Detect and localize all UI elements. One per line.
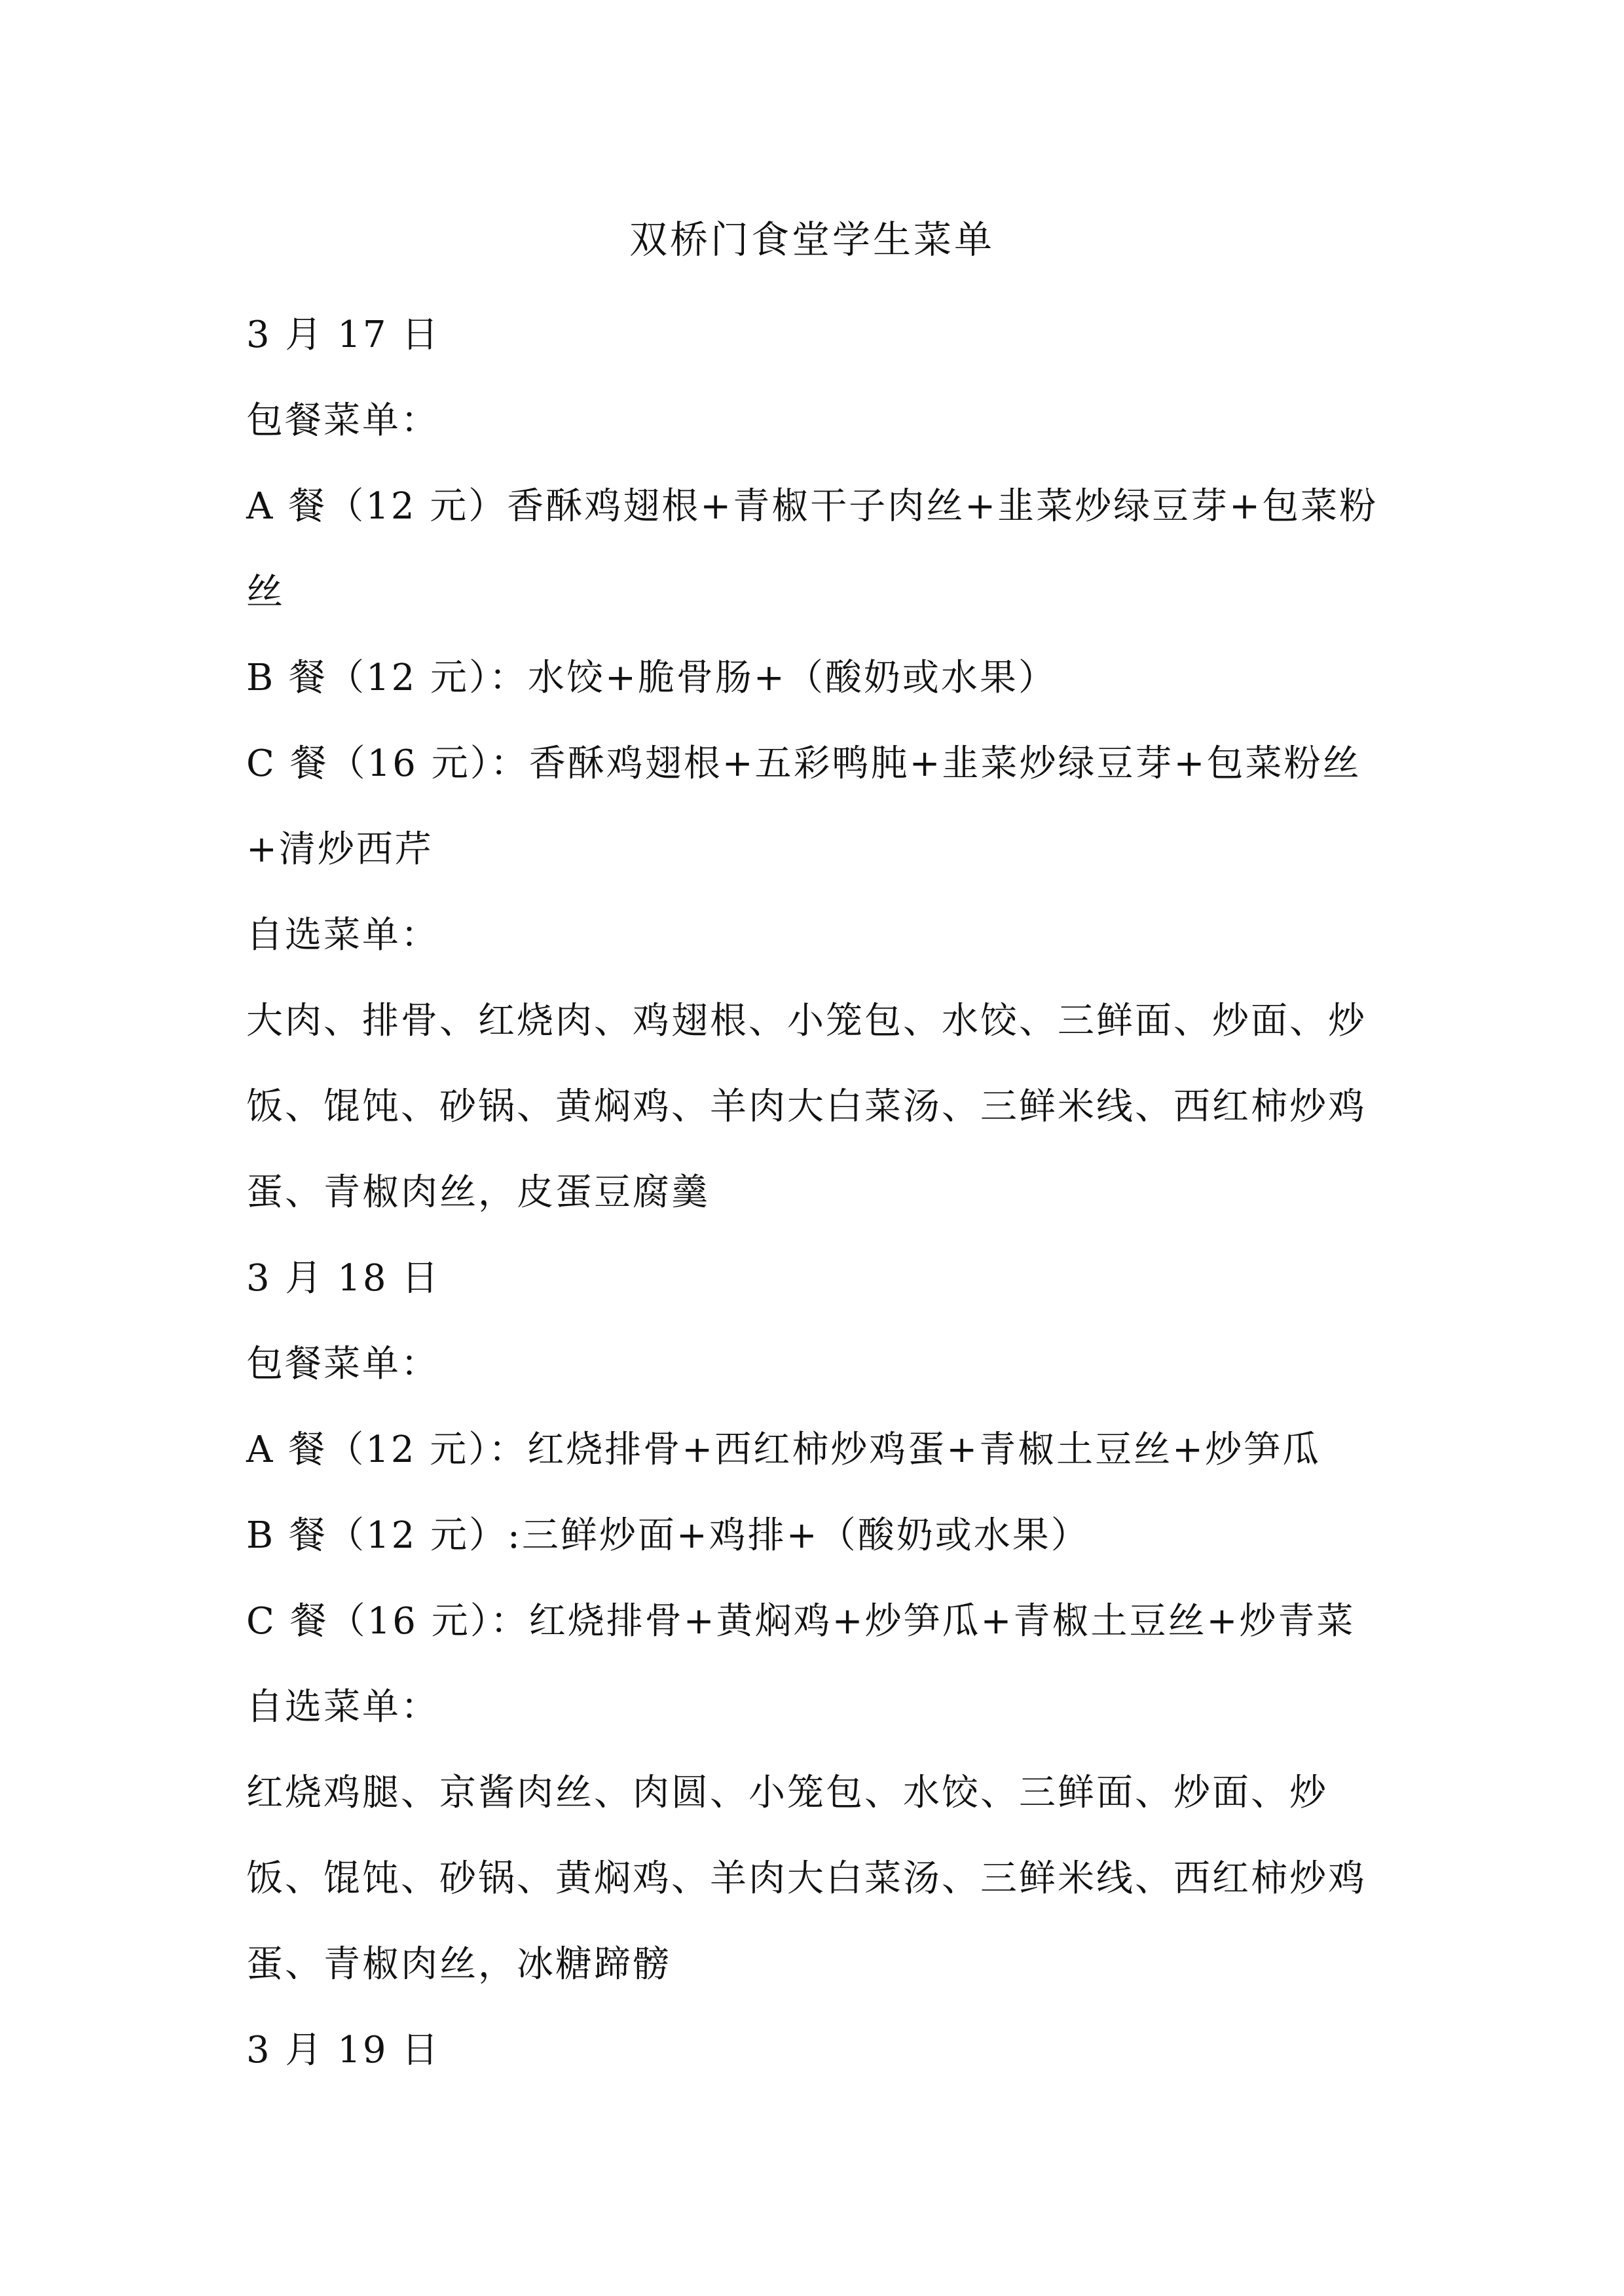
- date-heading: 3 月 19 日: [246, 2029, 441, 2071]
- set-menu-a: A 餐（12 元）：红烧排骨+西红柿炒鸡蛋+青椒土豆丝+炒笋瓜: [246, 1429, 1321, 1471]
- date-heading: 3 月 18 日: [246, 1257, 441, 1300]
- set-menu-a: A 餐（12 元）香酥鸡翅根+青椒干子肉丝+韭菜炒绿豆芽+包菜粉丝: [246, 485, 1378, 613]
- set-menu-c: C 餐（16 元）：香酥鸡翅根+五彩鸭肫+韭菜炒绿豆芽+包菜粉丝+清炒西芹: [246, 742, 1361, 871]
- a-la-carte-items: 大肉、排骨、红烧肉、鸡翅根、小笼包、水饺、三鲜面、炒面、炒饭、馄饨、砂锅、黄焖鸡、羊肉大白菜汤、三鲜米线、西红柿炒鸡蛋、青椒肉丝，皮蛋豆腐羹: [246, 1000, 1367, 1214]
- set-menu-b: B 餐（12 元）：水饺+脆骨肠+（酸奶或水果）: [246, 657, 1057, 699]
- set-menu-label: 包餐菜单：: [246, 1343, 439, 1385]
- document-title: 双桥门食堂学生菜单: [629, 217, 995, 262]
- set-menu-b: B 餐（12 元）:三鲜炒面+鸡排+（酸奶或水果）: [246, 1514, 1090, 1557]
- date-heading: 3 月 17 日: [246, 314, 441, 356]
- a-la-carte-items: 红烧鸡腿、京酱肉丝、肉圆、小笼包、水饺、三鲜面、炒面、炒饭、馄饨、砂锅、黄焖鸡、羊肉大白菜汤、三鲜米线、西红柿炒鸡蛋、青椒肉丝，冰糖蹄髈: [246, 1772, 1367, 1986]
- set-menu-label: 包餐菜单：: [246, 399, 439, 442]
- menu-body: [246, 292, 1387, 2093]
- a-la-carte-label: 自选菜单：: [246, 914, 439, 957]
- a-la-carte-label: 自选菜单：: [246, 1686, 439, 1728]
- set-menu-c: C 餐（16 元）：红烧排骨+黄焖鸡+炒笋瓜+青椒土豆丝+炒青菜: [246, 1600, 1356, 1643]
